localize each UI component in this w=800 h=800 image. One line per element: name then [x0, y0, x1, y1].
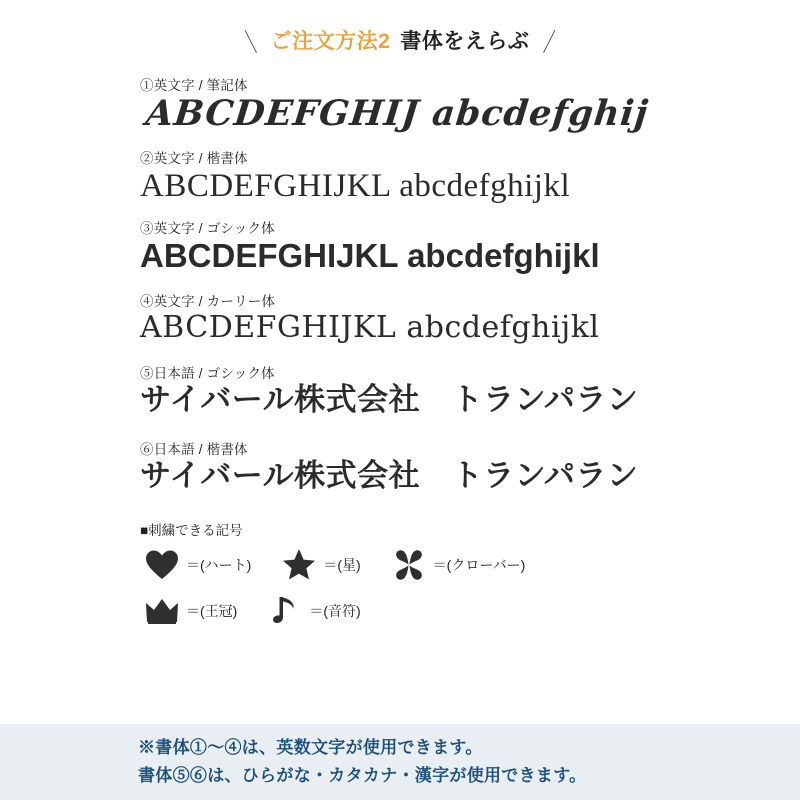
symbol-item	[277, 545, 360, 585]
symbol-label: ＝(ハート)	[186, 556, 252, 573]
page-title-accent: ご注文方法2	[270, 30, 391, 53]
symbol-label: ＝(星)	[323, 556, 361, 573]
font-sample-text: ABCDEFGHIJ abcdefghij	[143, 93, 651, 134]
font-sample-list	[0, 58, 800, 493]
page-title: 書体をえらぶ	[400, 30, 530, 53]
font-sample-label: ②英文字 / 楷書体	[140, 150, 248, 166]
font-sample-label: ③英文字 / ゴシック体	[140, 221, 275, 237]
font-sample-2	[0, 147, 800, 204]
page-header	[0, 0, 800, 58]
font-sample-4	[0, 290, 800, 344]
font-sample-3	[0, 217, 800, 274]
symbol-item	[140, 591, 237, 631]
star-icon	[277, 545, 321, 585]
font-sample-text: ABCDEFGHIJKL abcdefghijkl	[140, 310, 600, 346]
crown-icon	[140, 591, 184, 631]
font-sample-text: ABCDEFGHIJKL abcdefghijkl	[140, 167, 571, 204]
font-sample-5	[0, 362, 800, 417]
font-sample-label: ⑤日本語 / ゴシック体	[140, 365, 275, 381]
symbol-item	[140, 545, 251, 585]
symbols-title: ■刺繍できる記号	[140, 522, 243, 538]
font-sample-text: サイバール株式会社 トランパラン	[140, 381, 639, 418]
font-sample-label: ④英文字 / カーリー体	[140, 294, 276, 310]
symbol-label: ＝(音符)	[309, 602, 361, 619]
font-sample-1	[0, 74, 800, 133]
symbol-label: ＝(クローバー)	[432, 556, 526, 573]
symbol-item	[263, 591, 360, 631]
music-note-icon	[263, 591, 307, 631]
font-sample-6	[0, 438, 800, 493]
footer-line-1: ※書体①〜④は、英数文字が使用できます。	[138, 737, 483, 757]
symbols-row-2	[140, 591, 800, 631]
font-sample-text: サイバール株式会社 トランパラン	[140, 458, 639, 495]
heart-icon	[140, 545, 184, 585]
clover-icon	[387, 545, 431, 585]
footer-note	[0, 724, 800, 800]
footer-line-2: 書体⑤⑥は、ひらがな・カタカナ・漢字が使用できます。	[138, 766, 587, 785]
font-sample-text: ABCDEFGHIJKL abcdefghijkl	[140, 237, 600, 275]
symbol-label: ＝(王冠)	[186, 602, 238, 619]
symbol-item	[387, 545, 526, 585]
decor-slash-left: ＼	[236, 28, 263, 56]
font-sample-label: ①英文字 / 筆記体	[140, 78, 248, 93]
font-sample-label: ⑥日本語 / 楷書体	[140, 442, 248, 458]
decor-slash-right: ／	[537, 28, 564, 56]
symbols-row-1	[140, 545, 800, 585]
embroidery-symbols-section	[0, 519, 800, 631]
